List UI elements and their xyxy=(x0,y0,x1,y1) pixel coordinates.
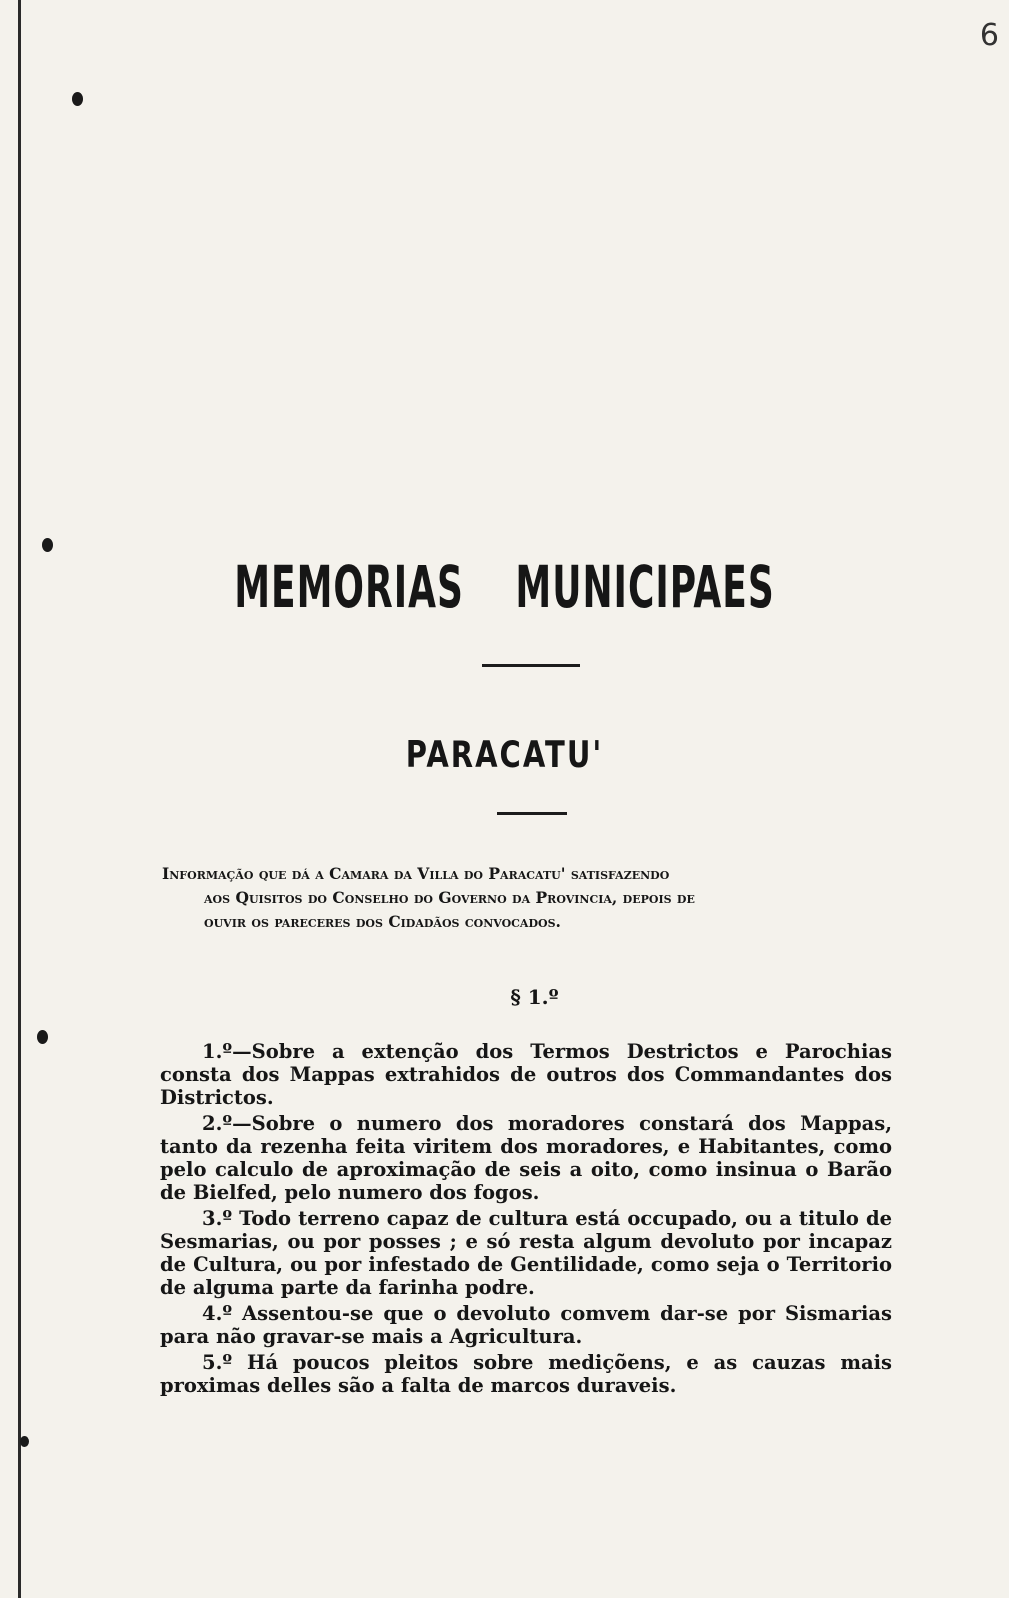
intro-heading xyxy=(162,862,896,934)
punch-hole xyxy=(72,92,83,106)
punch-hole xyxy=(20,1436,29,1447)
document-title: MEMORIAS MUNICIPAES xyxy=(234,555,775,622)
paragraph: 1.º—Sobre a extenção dos Termos Destrictos e Parochias consta dos Mappas extrahidos de outros dos Commandantes dos Districtos. xyxy=(160,1040,892,1109)
paragraph: 4.º Assentou-se que o devoluto comvem dar-se por Sismarias para não gravar-se mais a Agricultura. xyxy=(160,1302,892,1348)
paragraph: 3.º Todo terreno capaz de cultura está occupado, ou a titulo de Sesmarias, ou por posses ; e só resta algum devoluto por incapaz de Cultura, ou por infestado de Gentilidade, como seja o Territorio de alguma parte da farinha podre. xyxy=(160,1207,892,1299)
intro-line: aos Quisitos do Conselho do Governo da Provincia, depois de xyxy=(204,888,695,907)
title-divider xyxy=(482,664,580,667)
section-mark: § 1.º xyxy=(510,985,559,1009)
page-number: 6 xyxy=(979,18,999,53)
intro-line: ouvir os pareceres dos Cidadãos convocados. xyxy=(204,912,561,931)
paragraph: 2.º—Sobre o numero dos moradores constará dos Mappas, tanto da rezenha feita viritem dos moradores, e Habitantes, como pelo calculo de aproximação de seis a oito, como insinua o Barão de Bielfed, pelo numero dos fogos. xyxy=(160,1112,892,1204)
paragraph: 5.º Há poucos pleitos sobre mediçõens, e as cauzas mais proximas delles são a falta de marcos duraveis. xyxy=(160,1351,892,1397)
body-text xyxy=(160,1040,892,1400)
binding-line xyxy=(18,0,21,1598)
punch-hole xyxy=(37,1030,48,1044)
document-subtitle: PARACATU' xyxy=(405,733,604,776)
subtitle-divider xyxy=(497,812,567,815)
intro-line: Informação que dá a Camara da Villa do Paracatu' satisfazendo xyxy=(162,864,670,883)
punch-hole xyxy=(42,538,53,552)
